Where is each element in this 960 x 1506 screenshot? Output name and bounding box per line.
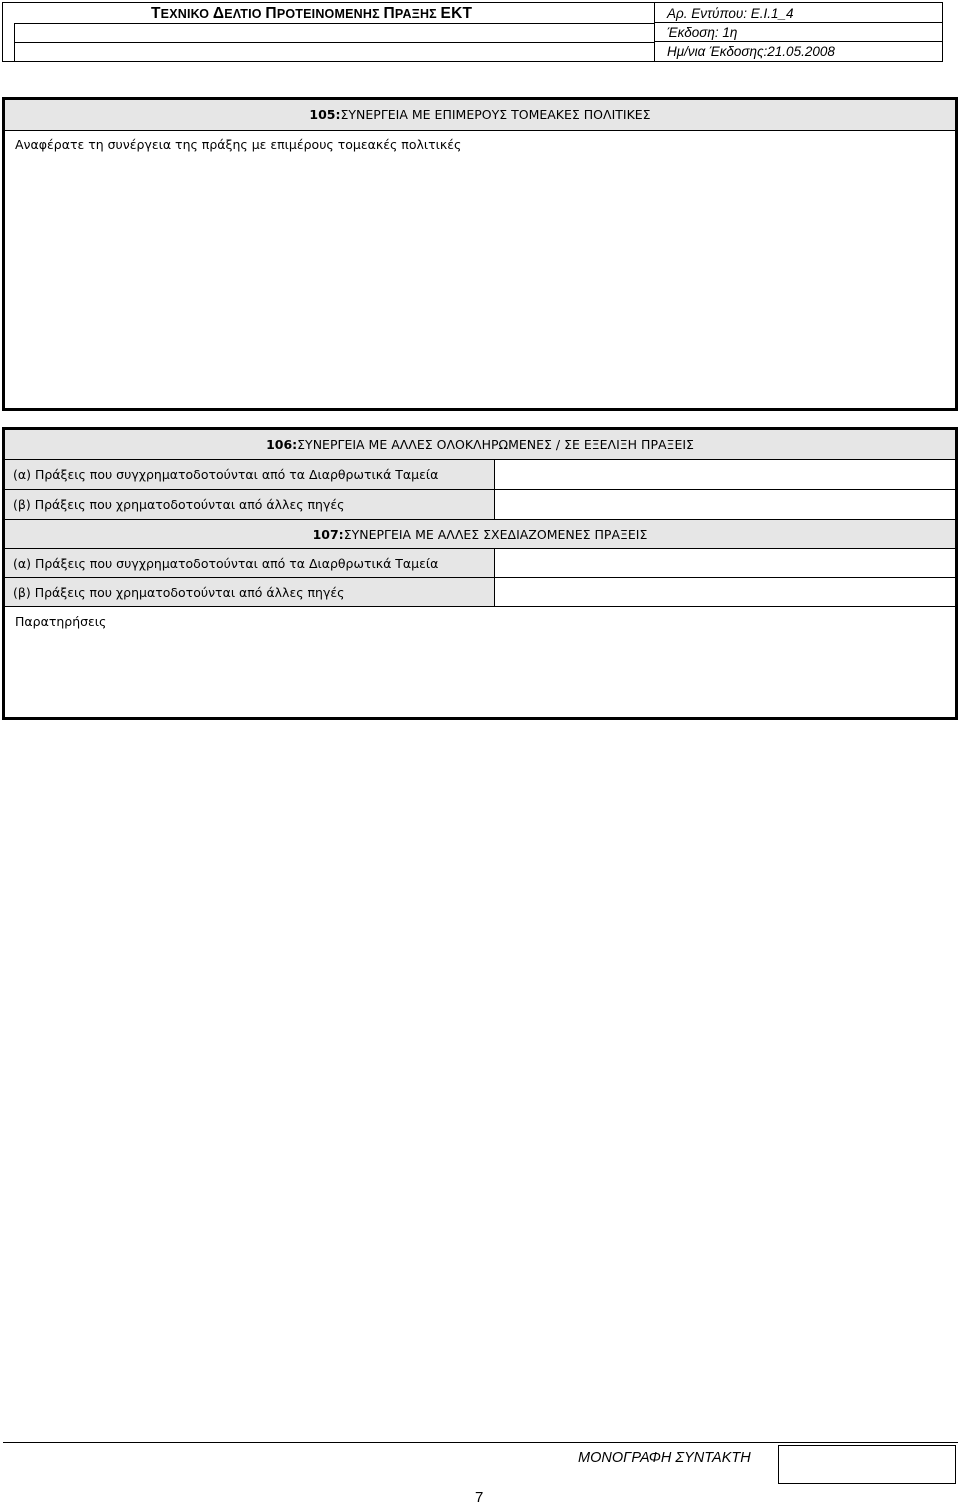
section-title: ΣΥΝΕΡΓΕΙΑ ΜΕ ΑΛΛΕΣ ΟΛΟΚΛΗΡΩΜΕΝΕΣ / ΣΕ ΕΞΕΛΙΞΗ ΠΡΑΞΕΙΣ — [297, 437, 694, 452]
section-106-heading — [5, 430, 955, 460]
section-107-row-b — [5, 578, 955, 607]
title-part: Τ — [151, 5, 161, 22]
section-code: 107: — [312, 527, 344, 542]
section-106-row-a — [5, 460, 955, 490]
row-label: (α) Πράξεις που συγχρηματοδοτούνται από τα Διαρθρωτικά Ταμεία — [5, 460, 495, 489]
header-empty-row — [14, 42, 655, 62]
row-a-input[interactable] — [495, 549, 955, 577]
header-divider — [655, 22, 943, 23]
sections-106-107 — [2, 427, 958, 720]
section-105-prompt: Αναφέρατε τη συνέργεια της πράξης με επιμέρους τομεακές πολιτικές — [15, 137, 462, 152]
title-part: ΕΧΝΙΚΟ — [160, 7, 213, 21]
title-part: ΕΛΤΙΟ — [224, 7, 266, 21]
row-b-input[interactable] — [495, 578, 955, 606]
header-meta — [655, 3, 943, 61]
row-label: (β) Πράξεις που χρηματοδοτούνται από άλλες πηγές — [5, 578, 495, 606]
row-label: (α) Πράξεις που συγχρηματοδοτούνται από τα Διαρθρωτικά Ταμεία — [5, 549, 495, 577]
signature-label: ΜΟΝΟΓΡΑΦΗ ΣΥΝΤΑΚΤΗ — [578, 1450, 751, 1466]
section-code: 105: — [309, 107, 341, 122]
edition: Έκδοση: 1η — [667, 25, 738, 40]
section-107-heading — [5, 520, 955, 549]
header-divider — [655, 41, 943, 42]
title-part: Π — [265, 5, 277, 22]
section-105 — [2, 97, 958, 411]
title-part: ΕΚΤ — [440, 5, 473, 22]
title-part: ΡΑΞΗΣ — [394, 7, 441, 21]
section-105-heading — [5, 100, 955, 131]
title-part: Δ — [212, 5, 225, 22]
document-title — [151, 5, 472, 23]
page-number: 7 — [475, 1489, 484, 1506]
section-106-row-b — [5, 490, 955, 520]
form-number: Αρ. Εντύπου: Ε.Ι.1_4 — [667, 6, 794, 21]
section-code: 106: — [266, 437, 298, 452]
edition-date: Ημ/νια Έκδοσης:21.05.2008 — [667, 44, 835, 59]
signature-box[interactable] — [778, 1445, 956, 1484]
remarks-label: Παρατηρήσεις — [15, 614, 107, 629]
section-title: ΣΥΝΕΡΓΕΙΑ ΜΕ ΑΛΛΕΣ ΣΧΕΔΙΑΖΟΜΕΝΕΣ ΠΡΑΞΕΙΣ — [343, 527, 648, 542]
row-a-input[interactable] — [495, 460, 955, 489]
title-part: Π — [383, 5, 395, 22]
row-label: (β) Πράξεις που χρηματοδοτούνται από άλλες πηγές — [5, 490, 495, 519]
document-header — [2, 2, 943, 62]
header-empty-row — [14, 23, 655, 42]
header-title-cell — [3, 3, 655, 23]
title-part: ΡΟΤΕΙΝΟΜΕΝΗΣ — [276, 7, 384, 21]
section-107-row-a — [5, 549, 955, 578]
section-title: ΣΥΝΕΡΓΕΙΑ ΜΕ ΕΠΙΜΕΡΟΥΣ ΤΟΜΕΑΚΕΣ ΠΟΛΙΤΙΚΕΣ — [340, 107, 651, 122]
row-b-input[interactable] — [495, 490, 955, 519]
footer-rule — [3, 1442, 958, 1443]
